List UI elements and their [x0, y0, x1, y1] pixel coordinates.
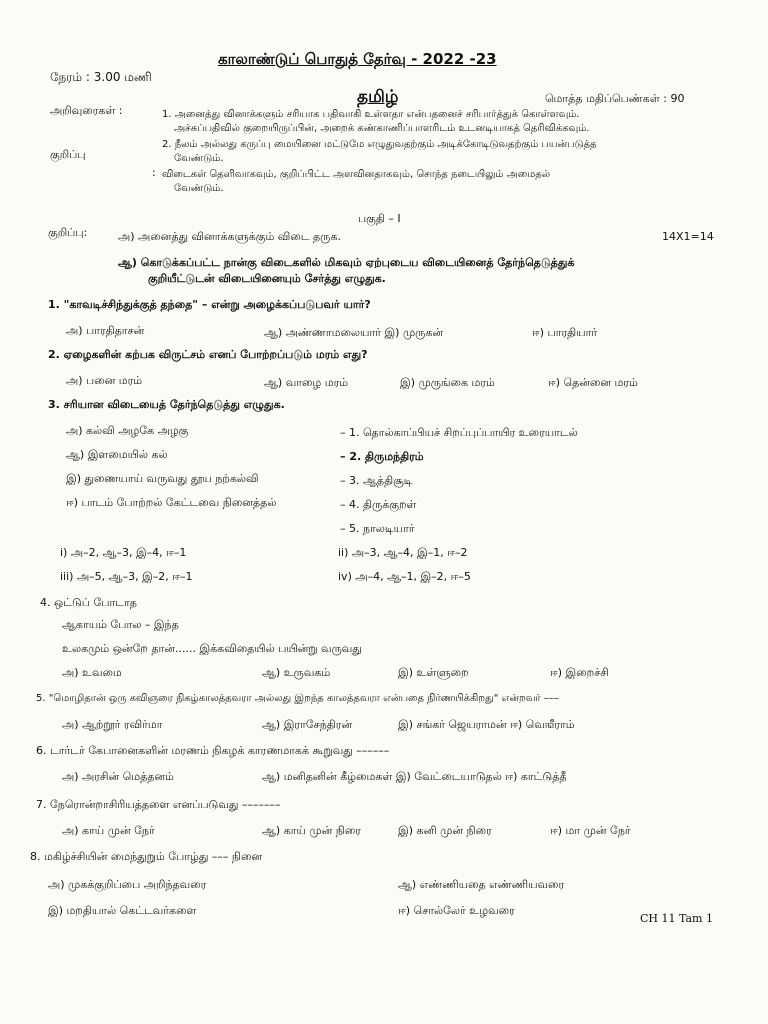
q1-option-b-c: ஆ) அண்ணாமலையார் இ) முருகன்	[264, 326, 444, 339]
q5-option-c-d: இ) சங்கர் ஜெயராமன் ஈ) வெஙீராம்	[398, 718, 575, 731]
instruction-2b: வேண்டும்.	[174, 153, 224, 164]
q8-option-b: ஆ) எண்ணியதை எண்ணியவரை	[398, 878, 565, 891]
q7-option-d: ஈ) மா முன் நேர்	[550, 824, 631, 837]
q3-right-4: – 4. திருக்குறள்	[340, 498, 417, 511]
q5-option-a: அ) ஆற்றூர் ரவிர்மா	[62, 718, 163, 731]
q6-option-a: அ) அரசின் மெத்தனம்	[62, 770, 174, 783]
note-text-b: வேண்டும்.	[174, 183, 224, 194]
q3-choice-2: ii) அ–3, ஆ–4, இ–1, ஈ–2	[338, 546, 468, 559]
question-7: 7. நேரொன்றாசிரியத்தளை எனப்படுவது –––––––	[36, 798, 281, 811]
q3-right-5: – 5. நாலடியார்	[340, 522, 415, 535]
q3-left-2: ஆ) இளமையில் கல்	[66, 448, 168, 461]
note-colon: :	[152, 166, 156, 179]
part-note-a: அ) அனைத்து வினாக்களுக்கும் விடை தருக.	[118, 230, 341, 243]
q8-option-a: அ) முகக்குறிப்பை அறிந்தவரை	[48, 878, 207, 891]
subject-title: தமிழ்	[357, 87, 399, 107]
instruction-1: 1. அனைத்து வினாக்களும் சரியாக பதிவாகி உள்ளதா என்பதனைச் சரிபார்த்துக் கொள்ளவும்.	[162, 109, 580, 120]
q3-right-1: – 1. தொல்காப்பியச் சிறப்புப்பாயிர உரையாடல்	[340, 426, 578, 439]
part-note-b2: குறியீட்டுடன் விடையினையும் சேர்த்து எழுதுக.	[148, 272, 386, 285]
exam-title: காலாண்டுப் பொதுத் தேர்வு - 2022 -23	[218, 50, 497, 68]
q3-choice-3: iii) அ–5, ஆ–3, இ–2, ஈ–1	[60, 570, 193, 583]
q3-left-4: ஈ) பாடம் போற்றல் கேட்டவை நினைத்தல்	[66, 496, 277, 509]
instruction-1b: அச்சுப்பதிவில் குறையிருப்பின், அறைக் கண்காணிப்பாளரிடம் உடனடியாகத் தெரிவிக்கவும்.	[174, 123, 590, 134]
q4-option-a: அ) உவமை	[62, 666, 122, 679]
paper-code: CH 11 Tam 1	[640, 912, 713, 925]
question-4: 4. ஒட்டுப் போடாத	[40, 596, 137, 609]
q2-option-a: அ) பனை மரம்	[66, 374, 143, 387]
question-1: 1. "காவடிச்சிந்துக்குத் தந்தை" – என்று அழைக்கப்படுபவர் யார்?	[48, 298, 371, 311]
q8-option-c: இ) மறதியால் கெட்டவர்களை	[48, 904, 197, 917]
q4-option-c: இ) உள்ளுறை	[398, 666, 469, 679]
q3-choice-4: iv) அ–4, ஆ–1, இ–2, ஈ–5	[338, 570, 471, 583]
exam-time: நேரம் : 3.00 மணி	[50, 70, 152, 84]
instruction-2: 2. நீலம் அல்லது கருப்பு மையினை மட்டுமே எழுதுவதற்கும் அடிக்கோடிடுவதற்கும் பயன்படுத்த	[162, 139, 597, 150]
question-5: 5. "மொழிதான் ஒரு கவிஞரை நிகழ்காலத்தவரா அல்லது இறந்த காலத்தவரா என்பதை நிர்ணயிக்கிறது" என்றவர் –––	[36, 693, 559, 704]
q2-option-d: ஈ) தென்னை மரம்	[548, 376, 638, 389]
q7-option-a: அ) காய் முன் நேர்	[62, 824, 155, 837]
note-label: குறிப்பு	[50, 148, 86, 161]
q1-option-d: ஈ) பாரதியார்	[532, 326, 598, 339]
q8-option-d: ஈ) சொல்லேர் உழவரை	[398, 904, 515, 917]
q7-option-c: இ) கனி முன் நிரை	[398, 824, 492, 837]
part-marks: 14X1=14	[662, 230, 714, 243]
total-marks: மொத்த மதிப்பெண்கள் : 90	[545, 92, 685, 105]
q4-line-3: உலகமும் ஒன்றே தான்...... இக்கவிதையில் பயின்று வருவது	[62, 642, 362, 655]
q3-right-3: – 3. ஆத்திசூடி	[340, 474, 413, 487]
question-3: 3. சரியான விடையைத் தேர்ந்தெடுத்து எழுதுக.	[48, 398, 285, 411]
q3-right-2: – 2. திருமந்திரம்	[340, 450, 424, 463]
q4-option-b: ஆ) உருவகம்	[262, 666, 331, 679]
part-note-label: குறிப்பு:	[48, 226, 88, 239]
q1-option-a: அ) பாரதிதாசன்	[66, 324, 145, 337]
q2-option-b: ஆ) வாழை மரம்	[264, 376, 349, 389]
q3-choice-1: i) அ–2, ஆ–3, இ–4, ஈ–1	[60, 546, 187, 559]
question-2: 2. ஏழைகளின் கற்பக விருட்சம் எனப் போற்றப்படும் மரம் எது?	[48, 348, 368, 361]
q7-option-b: ஆ) காய் முன் நிரை	[262, 824, 361, 837]
q4-option-d: ஈ) இறைச்சி	[550, 666, 609, 679]
q3-left-3: இ) துணையாய் வருவது தூய நற்கல்வி	[66, 472, 259, 485]
q5-option-b: ஆ) இராசேந்திரன்	[262, 718, 353, 731]
part-title: பகுதி – I	[358, 212, 401, 225]
instructions-label: அறிவுரைகள் :	[50, 104, 123, 117]
q3-left-1: அ) கல்வி அழகே அழகு	[66, 424, 189, 437]
part-note-b1: ஆ) கொடுக்கப்பட்ட நான்கு விடைகளில் மிகவும் ஏற்புடைய விடையினைத் தேர்ந்தெடுத்துக்	[118, 256, 575, 269]
q6-option-b-d: ஆ) மனிதனின் கீழ்மைகள் இ) வேட்டையாடுதல் ஈ) காட்டுத்தீ	[262, 770, 567, 783]
question-8: 8. மகிழ்ச்சியின் மைந்துறும் போழ்து ––– நினை	[30, 850, 263, 863]
note-text: விடைகள் தெளிவாகவும், குறிப்பிட்ட அளவினதாகவும், சொந்த நடையிலும் அமைதல்	[162, 169, 551, 180]
question-6: 6. டார்டர் கேபானைகளின் மரணம் நிகழக் காரணமாகக் கூறுவது ––––––	[36, 744, 390, 757]
q4-line-2: ஆகாயம் போல – இந்த	[62, 618, 179, 631]
q2-option-c: இ) முருங்கை மரம்	[400, 376, 495, 389]
